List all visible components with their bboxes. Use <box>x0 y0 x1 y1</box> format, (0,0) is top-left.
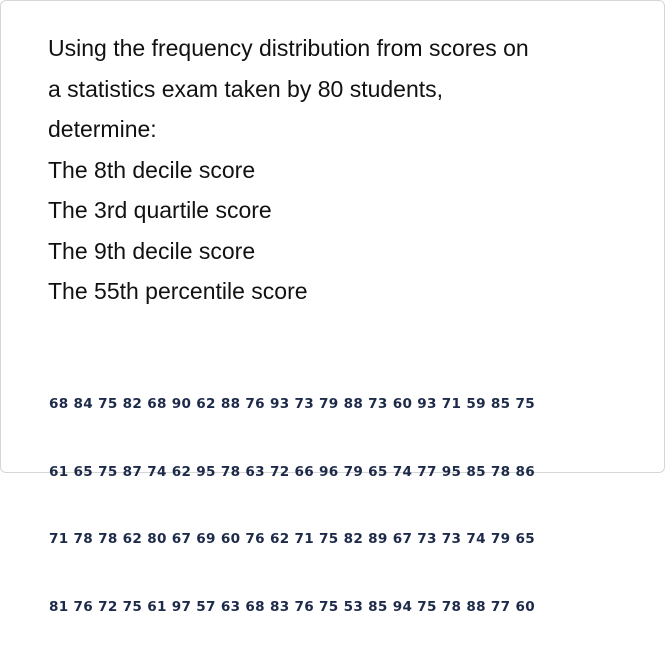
scores-row: 71 78 78 62 80 67 69 60 76 62 71 75 82 89 67 73 73 74 79 65 <box>49 531 535 547</box>
question-item-9th-decile: The 9th decile score <box>48 237 256 264</box>
question-item-55th-percentile: The 55th percentile score <box>48 278 308 304</box>
scores-data-block <box>49 348 639 663</box>
scores-row: 61 65 75 87 74 62 95 78 63 72 66 96 79 65 74 77 95 85 78 86 <box>49 463 535 480</box>
question-intro-line-1: Using the frequency distribution from scores on <box>48 35 529 61</box>
scores-row: 81 76 72 75 61 97 57 63 68 83 76 75 53 85 94 75 78 88 77 60 <box>49 598 535 615</box>
question-item-8th-decile: The 8th decile score <box>48 156 256 183</box>
scores-row: 68 84 75 82 68 90 62 88 76 93 73 79 88 73 60 93 71 59 85 75 <box>49 396 535 412</box>
question-intro-line-3: determine: <box>48 116 157 142</box>
question-item-3rd-quartile: The 3rd quartile score <box>48 197 272 223</box>
question-intro-line-2: a statistics exam taken by 80 students, <box>48 75 444 102</box>
question-text <box>48 28 638 312</box>
